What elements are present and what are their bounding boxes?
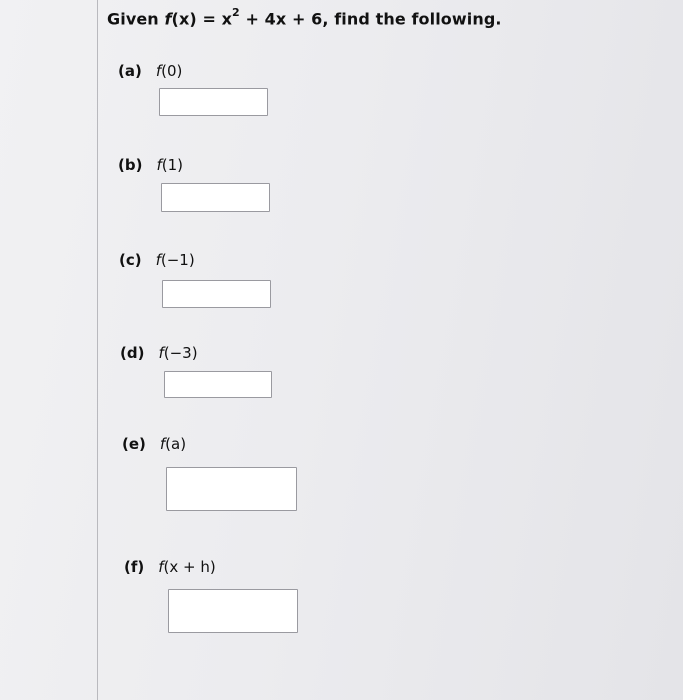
question-exponent: 2 <box>232 6 240 19</box>
part-arg: (1) <box>161 156 183 174</box>
part-arg: (x + h) <box>163 558 216 576</box>
part-arg: (0) <box>161 62 183 80</box>
part-fn: f <box>155 62 162 80</box>
part-letter: (a) <box>118 62 142 80</box>
part-letter: (d) <box>120 344 145 362</box>
part-letter: (e) <box>122 435 146 453</box>
answer-input-e[interactable] <box>166 467 297 511</box>
part-b-label <box>118 156 183 174</box>
answer-input-a[interactable] <box>159 88 268 116</box>
part-arg: (−3) <box>163 344 198 362</box>
part-fn: f <box>158 344 164 362</box>
part-fn: f <box>156 156 162 174</box>
question-function-arg: (x) = x <box>171 9 233 29</box>
answer-input-b[interactable] <box>161 183 270 212</box>
part-e-label <box>122 435 186 453</box>
answer-input-d[interactable] <box>164 371 272 398</box>
answer-input-c[interactable] <box>162 280 271 308</box>
part-fn: f <box>155 251 161 269</box>
question-text <box>107 8 502 28</box>
answer-input-f[interactable] <box>168 589 298 633</box>
part-f-label <box>124 558 216 576</box>
question-suffix: + 4x + 6, find the following. <box>239 9 502 29</box>
part-fn: f <box>158 558 164 576</box>
part-letter: (c) <box>119 251 142 269</box>
part-a-label <box>118 62 182 80</box>
part-letter: (f) <box>124 558 145 576</box>
question-function-name: f <box>164 9 172 29</box>
part-arg: (a) <box>165 435 187 453</box>
panel-border <box>97 0 98 700</box>
part-fn: f <box>159 435 166 453</box>
part-c-label <box>119 251 195 269</box>
question-prefix: Given <box>107 9 165 29</box>
part-letter: (b) <box>118 156 143 174</box>
part-d-label <box>120 344 198 362</box>
part-arg: (−1) <box>160 251 195 269</box>
